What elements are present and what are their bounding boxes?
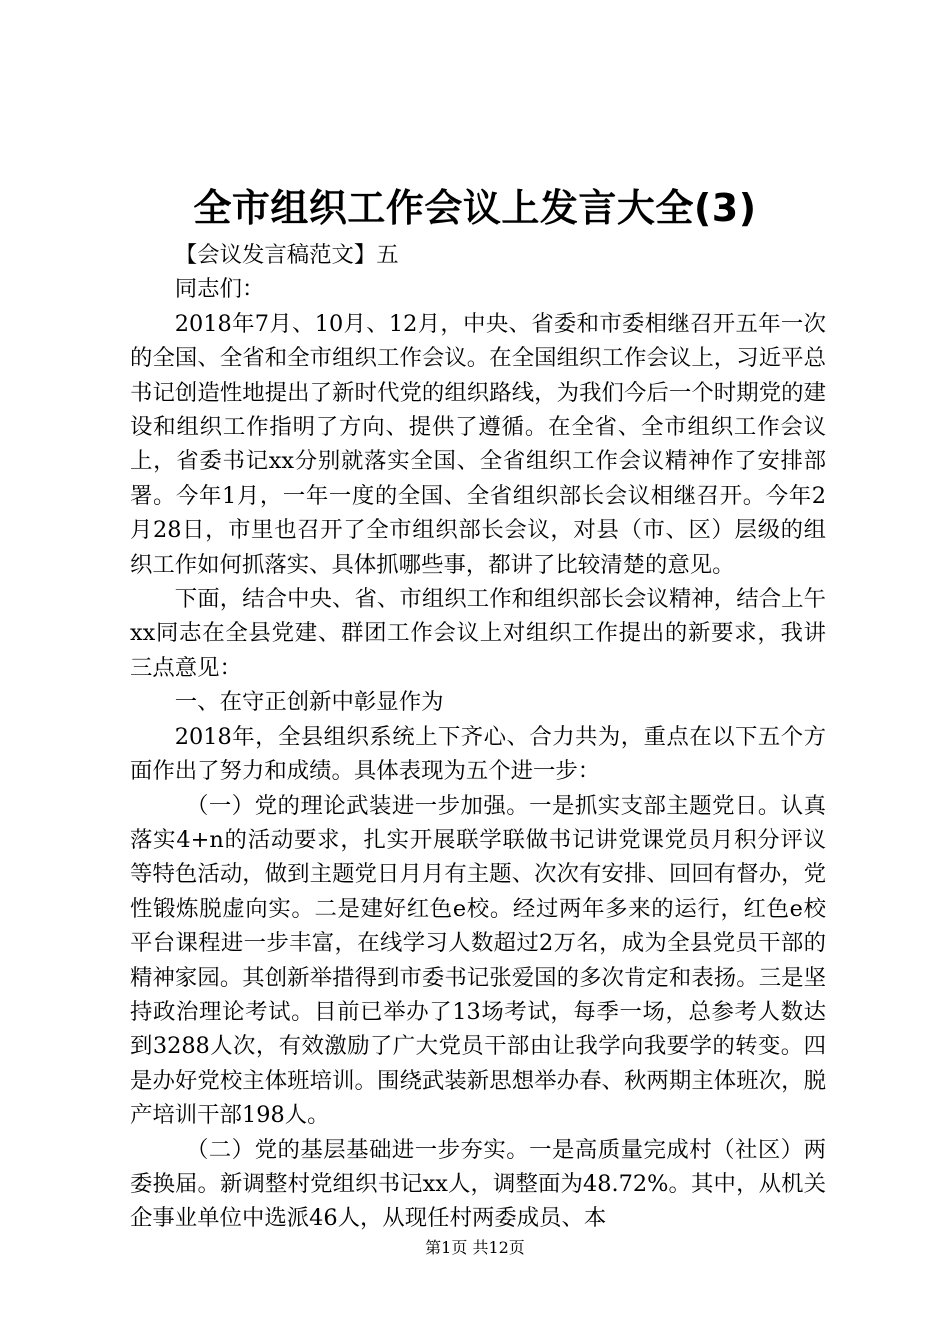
- paragraph-outline: 下面，结合中央、省、市组织工作和组织部长会议精神，结合上午xx同志在全县党建、群团工作会议上对组织工作提出的新要求，我讲三点意见：: [130, 586, 826, 681]
- paragraph-heading-label: 【会议发言稿范文】五: [174, 242, 399, 268]
- document-body: [130, 238, 826, 1236]
- paragraph-item-1: （一）党的理论武装进一步加强。一是抓实支部主题党日。认真落实4+n的活动要求，扎实开展联学联做书记讲党课党员月积分评议等特色活动，做到主题党日月月有主题、次次有安排、回回有督办，党性锻炼脱虚向实。二是建好红色e校。经过两年多来的运行，红色e校平台课程进一步丰富，在线学习人数超过2万名，成为全县党员干部的精神家园。其创新举措得到市委书记张爱国的多次肯定和表扬。三是坚持政治理论考试。目前已举办了13场考试，每季一场，总参考人数达到3288人次，有效激励了广大党员干部由让我学向我要学的转变。四是办好党校主体班培训。围绕武装新思想举办春、秋两期主体班次，脱产培训干部198人。: [130, 792, 826, 1129]
- page-number-footer: 第1页 共12页: [425, 1238, 525, 1257]
- paragraph-item-2: （二）党的基层基础进一步夯实。一是高质量完成村（社区）两委换届。新调整村党组织书记xx人，调整面为48.72%。其中，从机关企事业单位中选派46人，从现任村两委成员、本: [130, 1136, 826, 1232]
- section-heading-1: 一、在守正创新中彰显作为: [174, 689, 444, 716]
- paragraph-intro: 2018年7月、10月、12月，中央、省委和市委相继召开五年一次的全国、全省和全市组织工作会议。在全国组织工作会议上，习近平总书记创造性地提出了新时代党的组织路线，为我们今后一个时期党的建设和组织工作指明了方向、提供了遵循。在全省、全市组织工作会议上，省委书记xx分别就落实全国、全省组织工作会议精神作了安排部署。今年1月，一年一度的全国、全省组织部长会议相继召开。今年2月28日，市里也召开了全市组织部长会议，对县（市、区）层级的组织工作如何抓落实、具体抓哪些事，都讲了比较清楚的意见。: [130, 310, 826, 578]
- paragraph-summary-2018: 2018年，全县组织系统上下齐心、合力共为，重点在以下五个方面作出了努力和成绩。具体表现为五个进一步：: [130, 723, 826, 785]
- document-title: 全市组织工作会议上发言大全(3): [193, 186, 757, 230]
- paragraph-salutation: 同志们：: [174, 276, 265, 303]
